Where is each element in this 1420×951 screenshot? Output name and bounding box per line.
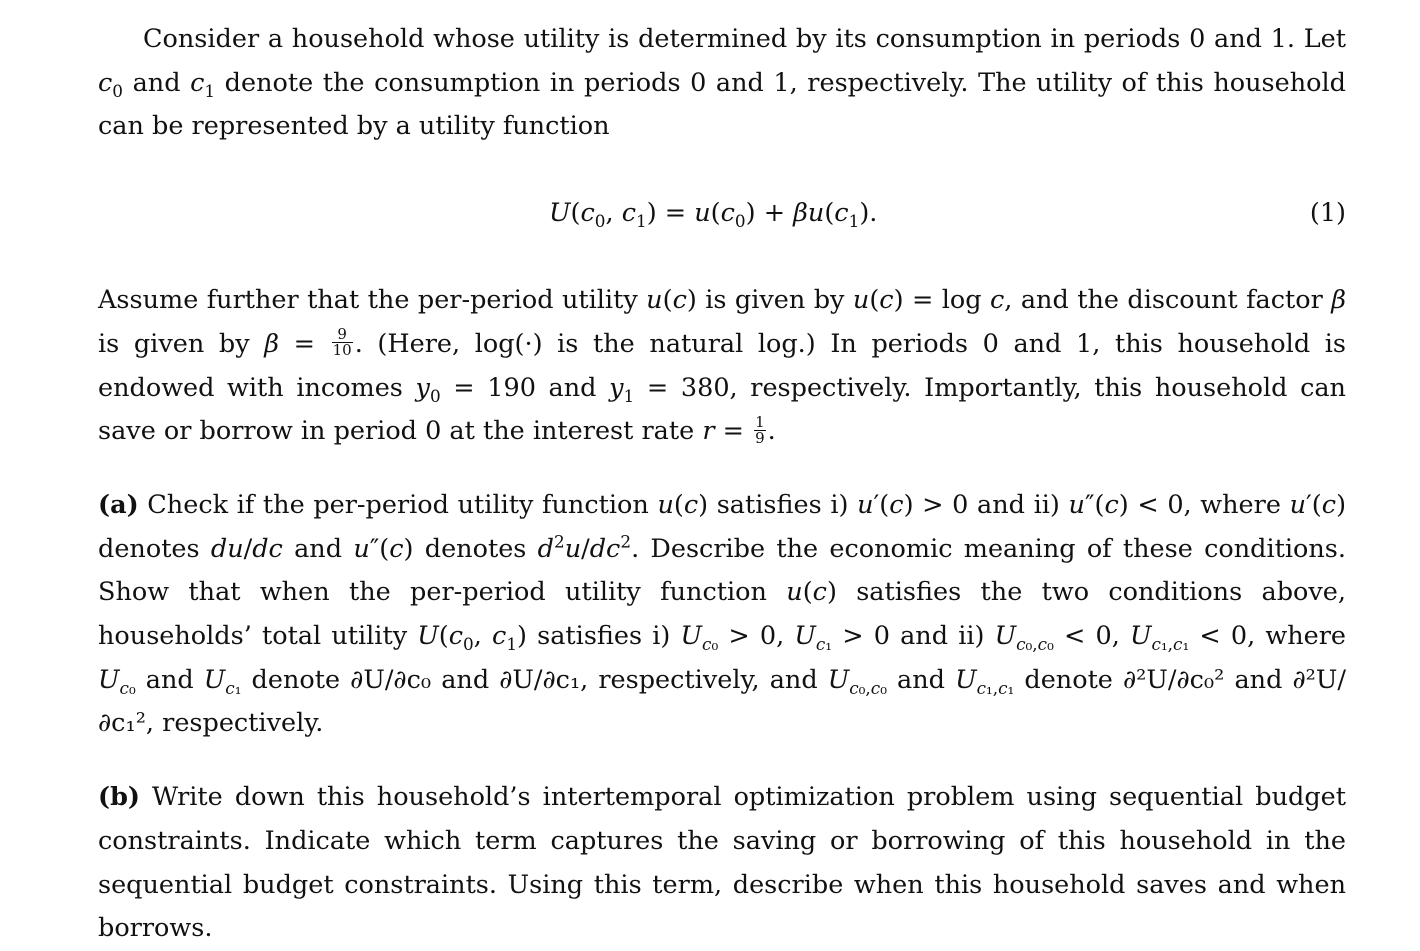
- part-a-text: denotes: [98, 533, 211, 564]
- part-a-text: > 0 and ii): [913, 489, 1069, 520]
- part-a-text: Check if the per-period utility function: [138, 489, 658, 520]
- part-a-text: denote ∂U/∂c₀ and ∂U/∂c₁, respectively, and: [241, 664, 828, 695]
- assume-text: Assume further that the per-period utility: [98, 285, 647, 316]
- assume-text: = 190 and: [440, 372, 610, 403]
- part-a-text: satisfies i): [708, 489, 858, 520]
- part-a-text: . Describe the economic meaning of these conditions. Show that when the per-period utility function: [98, 533, 1346, 608]
- equation-1: [98, 192, 1346, 236]
- equation-number: (1): [1309, 198, 1346, 229]
- part-a-text: < 0, where: [1189, 621, 1347, 652]
- problem-text: [98, 18, 1346, 951]
- part-a-text: satisfies i): [526, 621, 681, 652]
- assumption-paragraph: Assume further that the per-period utility u(c) is given by u(c) = log c, and the discount factor β is given by β = $\frac{9}{10}$ . (Here, log(·) is the natural log.) In periods 0 and 1, this household is endowed with incomes $y_0 = 190$ and $y_1 = 380$, respectively. Importantly, this household can save or borrow in period 0 at the interest rate r = $\frac{1}{9}$ .: [98, 285, 1347, 447]
- part-b-paragraph: [98, 776, 1346, 951]
- part-b-label: (b): [98, 782, 140, 813]
- part-a-text: > 0 and ii): [832, 621, 995, 652]
- part-a-text: and: [282, 533, 354, 564]
- assume-text: is given by: [696, 285, 853, 316]
- intro-text: and: [123, 67, 191, 98]
- part-a-text: satisfies the two conditions above, households’ total utility: [98, 577, 1346, 652]
- assume-text: . (Here, log(·) is the natural log.) In periods 0 and 1, this household is endowed with incomes: [98, 328, 1347, 403]
- utility-equation: $U(c_0$, $c_1) = u(c_0) + \beta u(c_1)$.: [549, 198, 878, 232]
- assume-text: , and the discount factor: [1004, 285, 1332, 316]
- part-b-text: Write down this household’s intertemporal optimization problem using sequential budget constraints. Indicate which term captures the saving or borrowing of this household in the sequential budget constraints. Using this term, describe when this household saves and when borrows.: [98, 782, 1346, 944]
- part-a-text: < 0,: [1053, 621, 1130, 652]
- part-a-text: and: [886, 664, 956, 695]
- part-a-label: (a): [98, 489, 139, 520]
- part-a-text: and: [135, 664, 204, 695]
- assume-text: = 380, respectively. Importantly, this household can save or borrow in period 0 at the interest rate: [98, 372, 1346, 447]
- intro-text: denote the consumption in periods 0 and 1, respectively. The utility of this household can be represented by a utility function: [98, 67, 1346, 142]
- fraction-9-10: $\frac{9}{10}$: [332, 325, 352, 360]
- part-a-text: < 0, where: [1128, 489, 1290, 520]
- assume-text: is given by: [98, 328, 265, 359]
- part-a-text: denote ∂²U/∂c₀² and ∂²U/∂c₁², respectively.: [98, 664, 1346, 739]
- assume-text: .: [767, 416, 776, 447]
- intro-text: Consider a household whose utility is determined by its consumption in periods 0 and 1. Let: [143, 24, 1346, 54]
- part-a-text: > 0,: [718, 621, 795, 652]
- intro-paragraph: Consider a household whose utility is determined by its consumption in periods 0 and 1. Let $c_0$ and $c_1$ denote the consumption in periods 0 and 1, respectively. The utility of this household can be represented by a utility function: [98, 24, 1346, 142]
- fraction-1-9: $\frac{1}{9}$: [755, 412, 765, 447]
- part-a-paragraph: (a) Check if the per-period utility function u(c) satisfies i) u′(c) > 0 and ii) u″(c) < 0, where u′(c) denotes du/dc and u″(c) denotes $d^2u/dc^2$. Describe the economic meaning of these conditions. Show that when the per-period utility function u(c) satisfies the two conditions above, households’ total utility $U(c_0$, $c_1$) satisfies i) $U_{c_0} > 0$, $U_{c_1} > 0$ and ii) $U_{c_0,c_0} < 0$, $U_{c_1,c_1} < 0$, where $U_{c_0}$ and $U_{c_1}$ denote ∂U/∂c₀ and ∂U/∂c₁, respectively, and $U_{c_0,c_0}$ and $U_{c_1,c_1}$ denote ∂²U/∂c₀² and ∂²U/∂c₁², respectively.: [98, 489, 1347, 739]
- part-a-text: denotes: [413, 533, 538, 564]
